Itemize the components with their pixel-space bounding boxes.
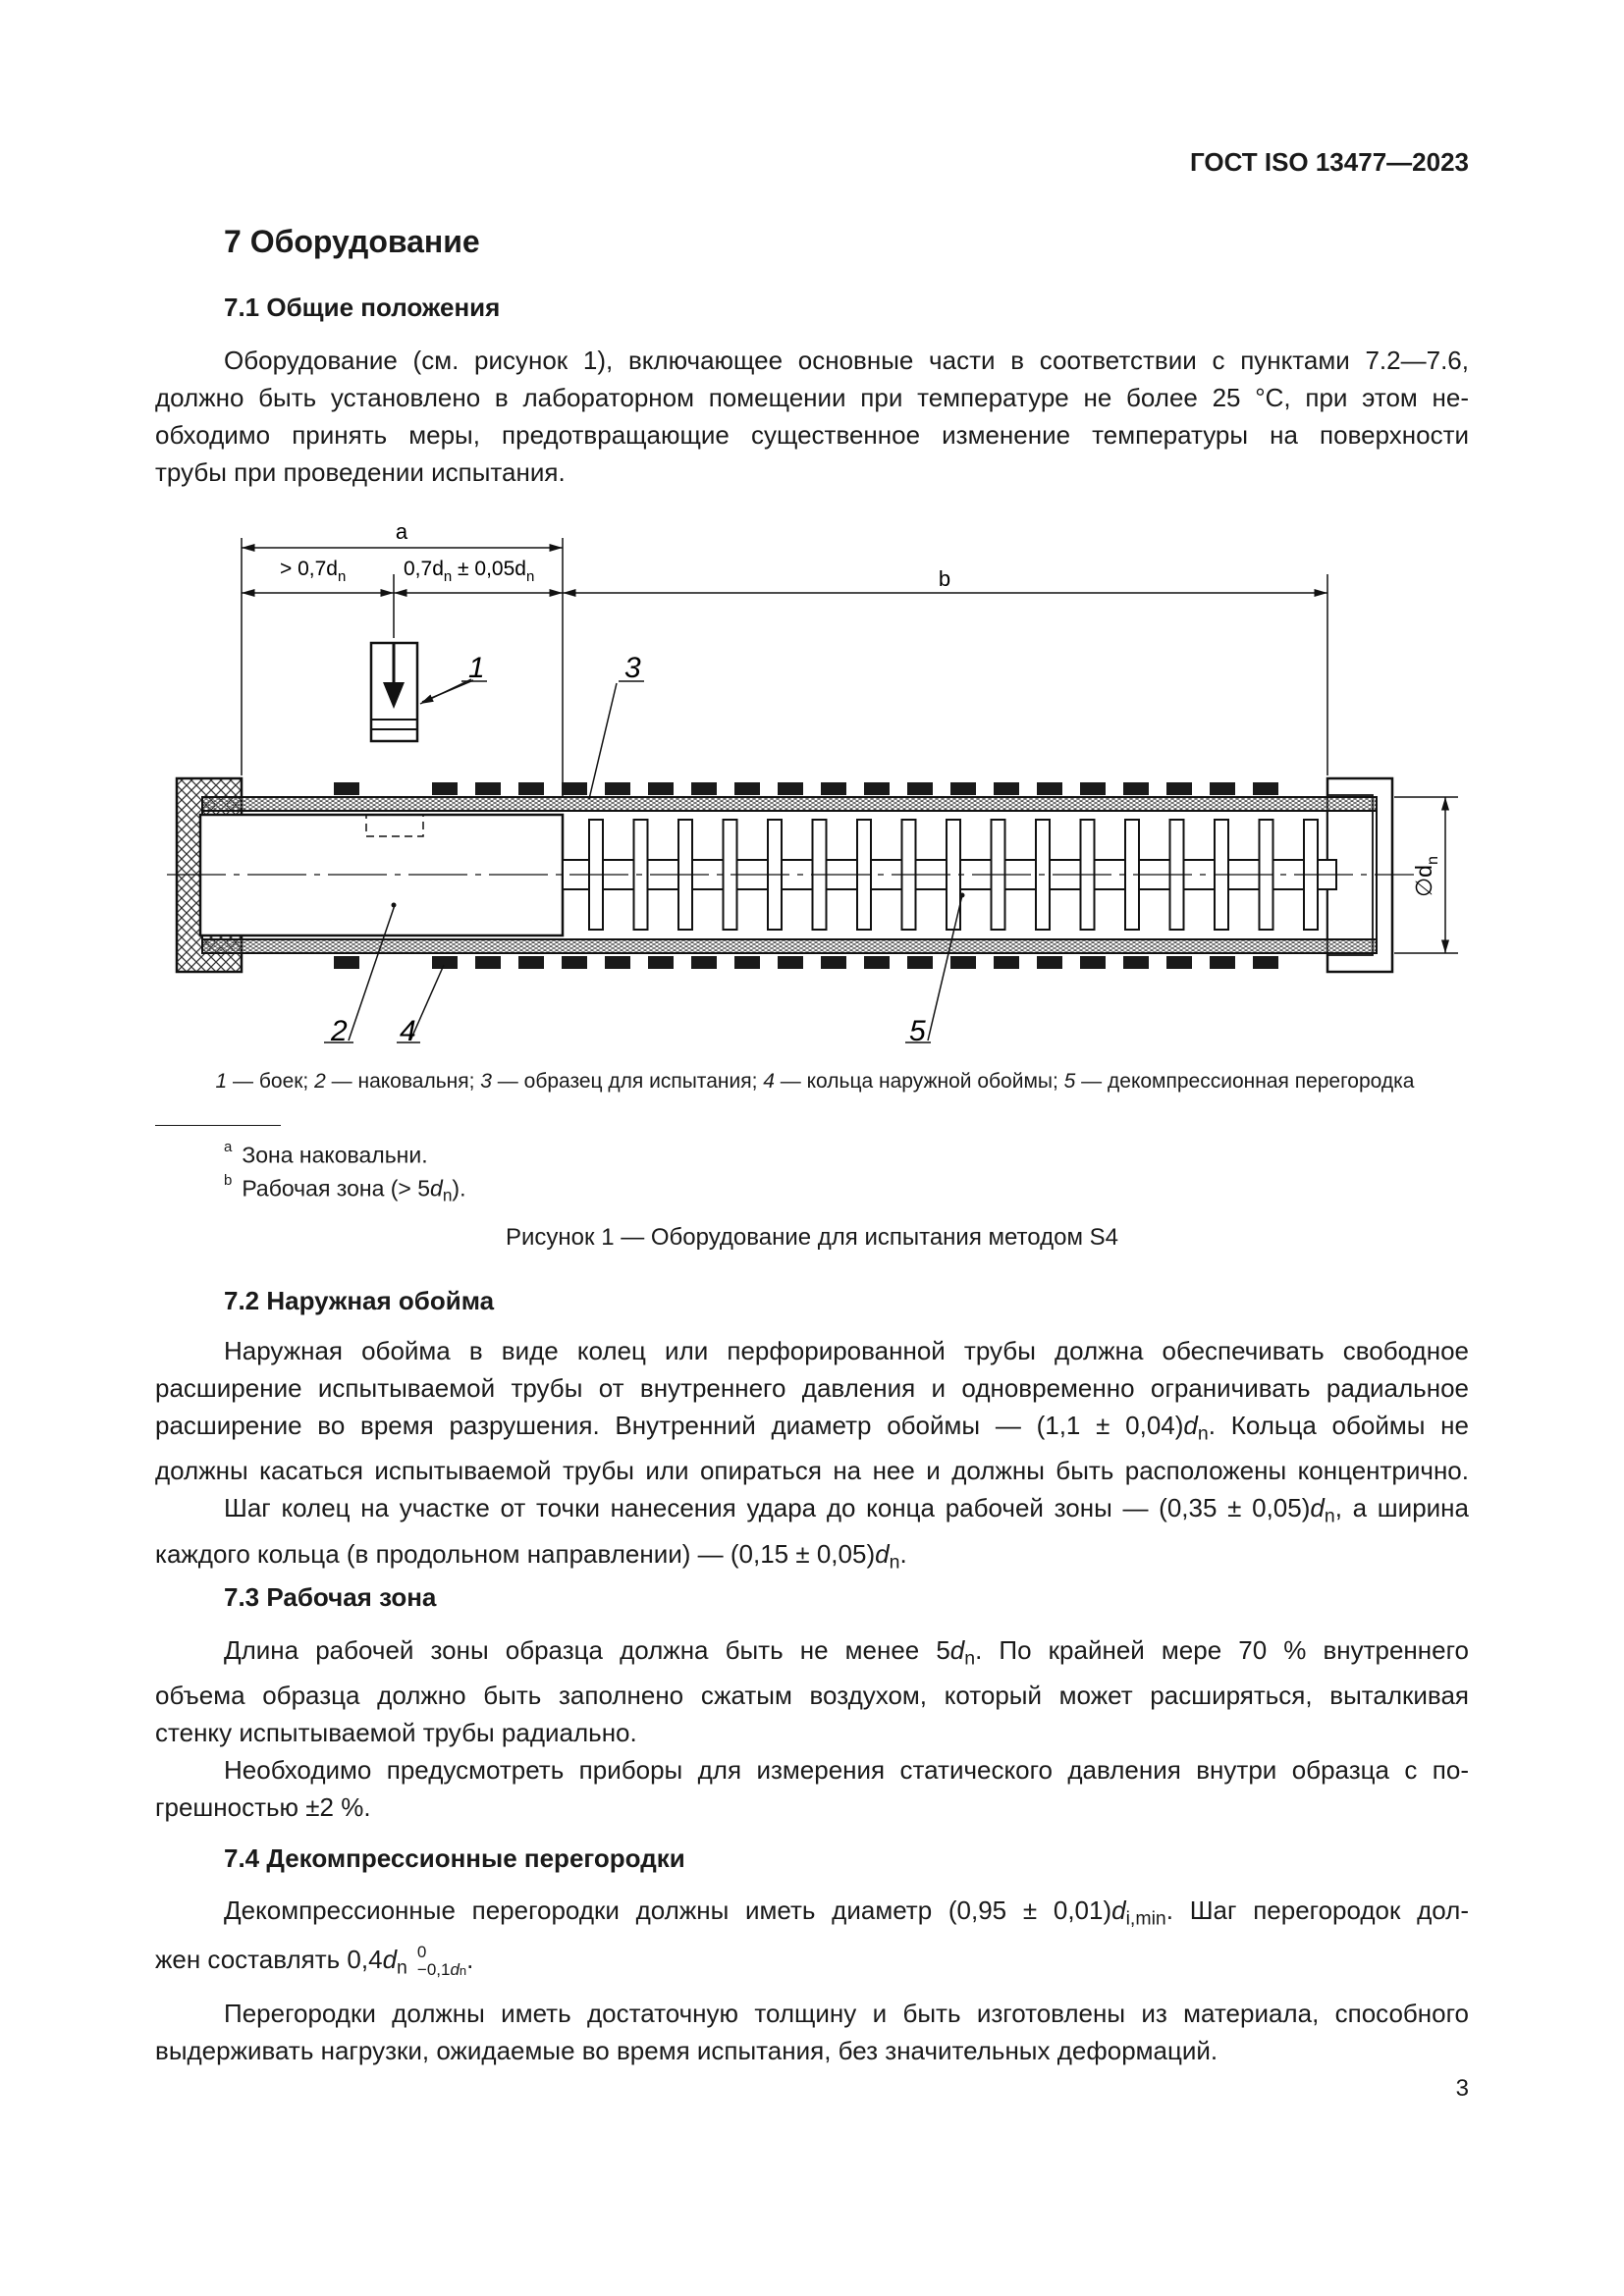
restraint-ring (1166, 956, 1192, 969)
dim-label-left: > $0,7d_n$ (280, 558, 347, 585)
section-7-title: 7 Оборудование (224, 224, 480, 259)
restraint-ring (518, 782, 544, 795)
equipment-figure (157, 510, 1492, 1060)
diameter-label: $\emptyset d_n$ (1411, 856, 1441, 897)
restraint-ring (907, 956, 933, 969)
restraint-ring (950, 956, 976, 969)
restraint-ring (1253, 956, 1278, 969)
restraint-ring (1037, 956, 1062, 969)
restraint-ring (1080, 782, 1106, 795)
restraint-ring (648, 782, 674, 795)
restraint-ring (1253, 782, 1278, 795)
tolerance-stack: 0 −0,1dn (416, 1943, 467, 1980)
striker (371, 643, 471, 741)
restraint-ring (475, 782, 501, 795)
document-id: ГОСТ ISO 13477—2023 (1189, 147, 1469, 177)
text-line: каждого кольца (в продольном направлении) — $(0,15 \pm 0,05)d_n$. (155, 1538, 907, 1574)
section-7-1-title: 7.1 Общие положения (224, 293, 501, 322)
footnote-b: $^b$ Рабочая зона (> $5d_n$). (224, 1172, 466, 1205)
text-line: грешностью ±2 %. (155, 1792, 371, 1823)
section-7-4-paragraph (155, 1892, 1469, 2069)
restraint-ring (821, 782, 846, 795)
restraint-ring (605, 782, 630, 795)
text-line: Оборудование (см. рисунок 1), включающее основные части в соответствии с пунктами 7.2—7.6, (224, 346, 1469, 375)
pipe-wall-top (202, 797, 1377, 811)
text-line: Шаг колец на участке от точки нанесения удара до конца рабочей зоны — $(0,35 \pm 0,05)d_n$, а ширина (224, 1493, 1469, 1527)
restraint-ring (821, 956, 846, 969)
section-7-1-paragraph (155, 342, 1469, 491)
callout-3: 3 (624, 652, 641, 684)
restraint-ring (562, 956, 587, 969)
text-line: обходимо принять меры, предотвращающие существенное изменение температуры на поверхности (155, 420, 1469, 450)
restraint-ring (1123, 956, 1149, 969)
text-line: Необходимо предусмотреть приборы для измерения статического давления внутри образца с по- (224, 1755, 1469, 1786)
page-number: 3 (1455, 2075, 1469, 2102)
callout-5: 5 (909, 1015, 926, 1047)
restraint-ring (691, 956, 717, 969)
section-7-2-paragraph (155, 1332, 1469, 1580)
text-line: стенку испытываемой трубы радиально. (155, 1718, 637, 1748)
restraint-ring (334, 956, 359, 969)
restraint-ring (1210, 782, 1235, 795)
figure-legend: 1 — боек; 2 — наковальня; 3 — образец для испытания; 4 — кольца наружной обоймы; 5 — декомпрессионная перегородка (215, 1070, 1415, 1093)
restraint-ring (518, 956, 544, 969)
restraint-ring (334, 782, 359, 795)
text-line: Длина рабочей зоны образца должна быть не менее $5d_n$. По крайней мере 70 % внутреннего (224, 1635, 1469, 1670)
restraint-ring (1166, 782, 1192, 795)
section-7-3-paragraph (155, 1631, 1469, 1826)
restraint-ring (1123, 782, 1149, 795)
restraint-ring (432, 956, 458, 969)
text-line: трубы при проведении испытания. (155, 457, 566, 487)
text-line: Перегородки должны иметь достаточную толщину и быть изготовлены из материала, способного (224, 1998, 1469, 2028)
restraint-ring (1210, 956, 1235, 969)
text-line: расширение во время разрушения. Внутренний диаметр обоймы — $(1,1 \pm 0,04)d_n$. Кольца обоймы не (155, 1411, 1470, 1445)
text-line: жен составлять $0,4d_n$ 0 −0,1dn . (155, 1943, 474, 1980)
restraint-ring (1037, 782, 1062, 795)
restraint-ring (1080, 956, 1106, 969)
footnote-divider (155, 1125, 281, 1126)
text-line: Декомпрессионные перегородки должны иметь диаметр $(0,95 \pm 0,01)d_{i,min}$. Шаг перегородок дол- (224, 1896, 1469, 1930)
text-line: должны касаться испытываемой трубы или опираться на нее и должны быть расположены концентрично. (155, 1456, 1469, 1486)
dim-label-a: a (395, 519, 408, 544)
section-7-2-title: 7.2 Наружная обойма (224, 1286, 495, 1315)
callout-4: 4 (400, 1015, 416, 1047)
section-7-3-title: 7.3 Рабочая зона (224, 1582, 437, 1612)
restraint-ring (950, 782, 976, 795)
restraint-ring (778, 782, 803, 795)
restraint-ring (648, 956, 674, 969)
restraint-ring (864, 956, 890, 969)
restraint-ring (994, 956, 1019, 969)
dim-label-b: b (938, 566, 951, 591)
section-7-4-title: 7.4 Декомпрессионные перегородки (224, 1843, 685, 1873)
dim-label-middle: $0,7d_n \pm 0,05d_n$ (404, 558, 535, 585)
figure-caption: Рисунок 1 — Оборудование для испытания методом S4 (506, 1224, 1118, 1251)
restraint-ring (432, 782, 458, 795)
text-line: выдерживать нагрузки, ожидаемые во время испытания, без значительных деформаций. (155, 2035, 1218, 2065)
restraint-ring (562, 782, 587, 795)
restraint-ring (907, 782, 933, 795)
callout-2: 2 (331, 1015, 348, 1047)
text-line: должно быть установлено в лабораторном помещении при температуре не более 25 °C, при этом не- (155, 383, 1469, 412)
footnote-a: $^a$ Зона наковальни. (224, 1139, 428, 1168)
text-line: объема образца должно быть заполнено сжатым воздухом, который может расширяться, выталкивая (155, 1681, 1469, 1711)
restraint-ring (691, 782, 717, 795)
restraint-ring (734, 782, 760, 795)
restraint-ring (864, 782, 890, 795)
restraint-ring (475, 956, 501, 969)
restraint-ring (994, 782, 1019, 795)
text-line: расширение испытываемой трубы от внутреннего давления и одновременно ограничивать радиальное (155, 1373, 1469, 1403)
restraint-ring (734, 956, 760, 969)
text-line: Наружная обойма в виде колец или перфорированной трубы должна обеспечивать свободное (224, 1336, 1469, 1365)
restraint-ring (605, 956, 630, 969)
callout-1: 1 (468, 652, 485, 684)
restraint-ring (778, 956, 803, 969)
